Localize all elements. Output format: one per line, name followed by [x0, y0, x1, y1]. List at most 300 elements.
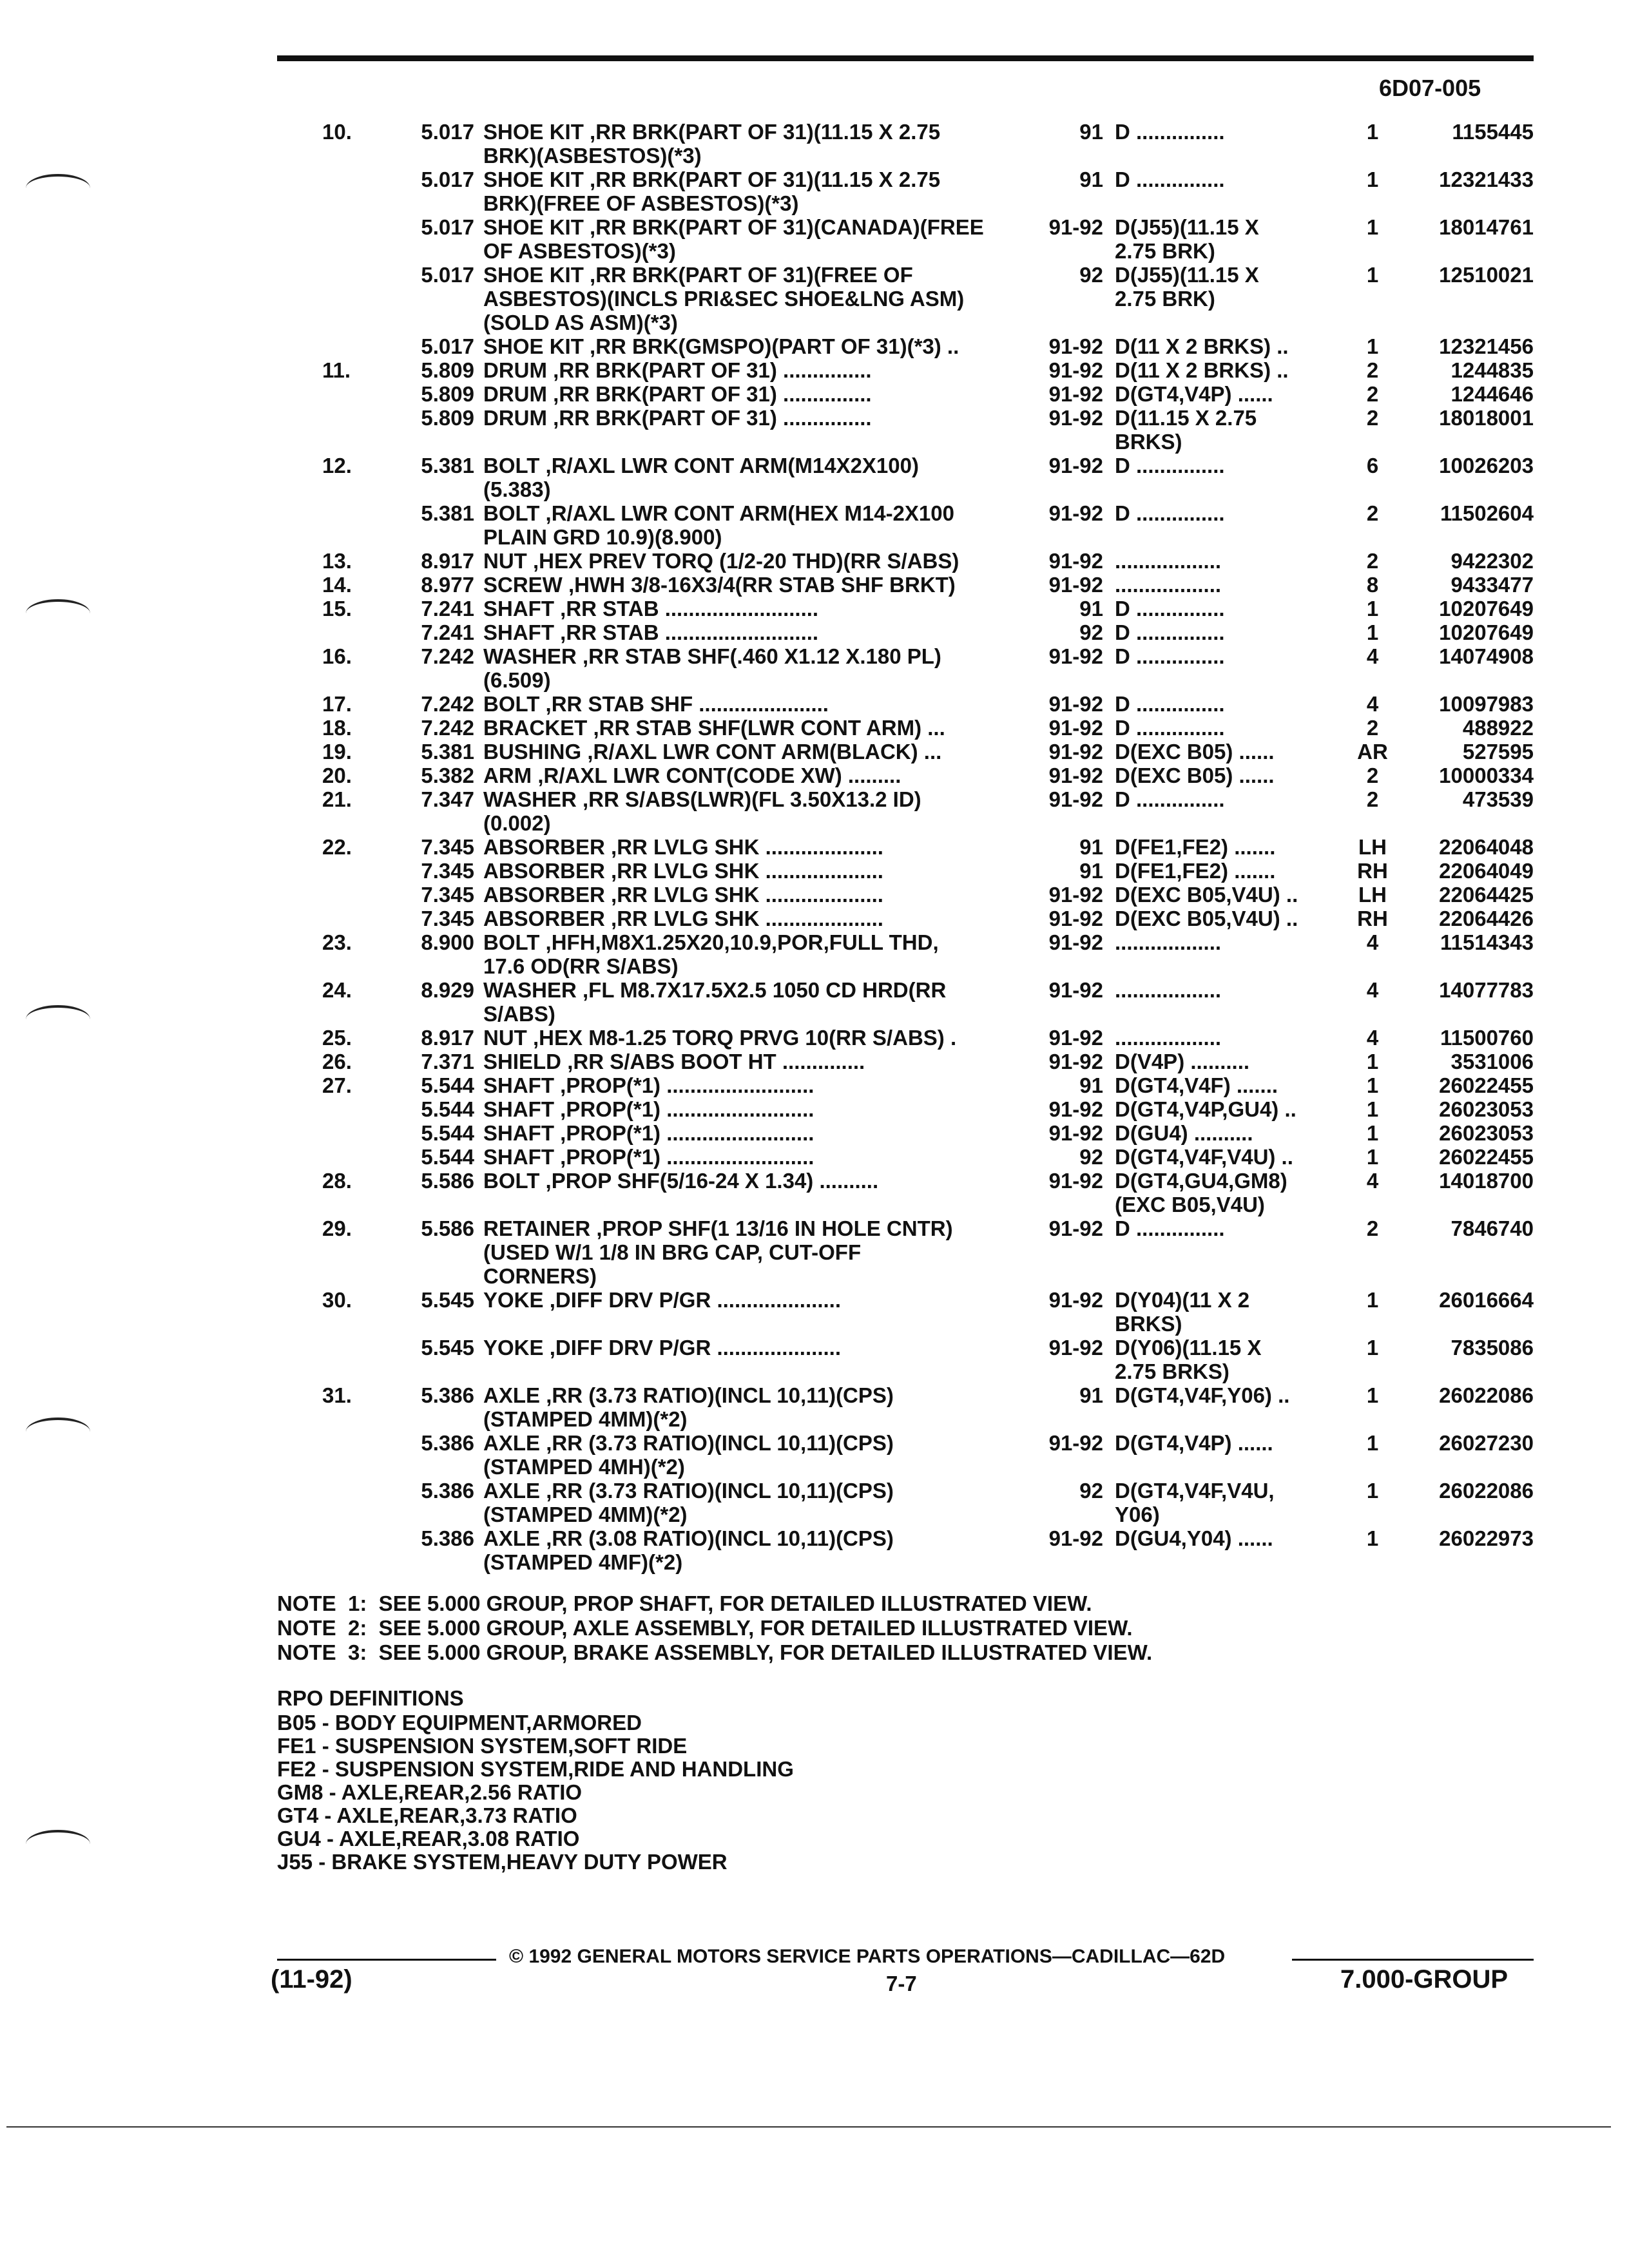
- quantity: 1: [1366, 1383, 1379, 1407]
- usage-code: [1115, 454, 1353, 477]
- description-text: ,RR (3.73 RATIO)(INCL 10,11)(CPS): [546, 1479, 894, 1503]
- part-number: 26022086: [1439, 1383, 1534, 1407]
- description-continuation: 17.6 OD(RR S/ABS): [483, 954, 679, 978]
- rpo-item: GU4 - AXLE,REAR,3.08 RATIO: [277, 1827, 580, 1850]
- description-line: [483, 1121, 1018, 1145]
- description-line: [483, 1026, 1018, 1050]
- usage-code: [1115, 1479, 1353, 1526]
- group-number: 5.382: [421, 764, 474, 787]
- quantity: RH: [1357, 859, 1388, 883]
- usage-line: ..................: [1115, 549, 1222, 573]
- model-year: 91: [1079, 597, 1103, 620]
- description-text: ,RR LVLG SHK ....................: [611, 835, 883, 859]
- model-year: 91-92: [1048, 358, 1103, 382]
- group-number: 7.347: [421, 787, 474, 811]
- item-number: 11.: [322, 358, 351, 382]
- part-number: 1244835: [1451, 358, 1534, 382]
- item-number: 24.: [322, 978, 352, 1002]
- part-description: [483, 1336, 1018, 1360]
- part-number: 527595: [1462, 740, 1534, 764]
- description-line: [483, 1288, 1018, 1312]
- part-row: [277, 883, 1534, 907]
- rpo-heading: RPO DEFINITIONS: [277, 1686, 464, 1710]
- part-description: [483, 716, 1018, 740]
- usage-code: [1115, 549, 1353, 573]
- usage-code: [1115, 764, 1353, 787]
- model-year: 91: [1079, 859, 1103, 883]
- part-number: 18018001: [1439, 406, 1534, 430]
- model-year: 91: [1079, 835, 1103, 859]
- description-line: [483, 692, 1018, 716]
- part-number: 22064049: [1439, 859, 1534, 883]
- item-number: 19.: [322, 740, 352, 764]
- description-text: ,RR BRK(PART OF 31) ...............: [553, 358, 872, 382]
- document-code: 6D07-005: [1379, 75, 1481, 101]
- part-description: [483, 644, 1018, 692]
- description-text: ,DIFF DRV P/GR .....................: [549, 1336, 841, 1360]
- model-year: 91-92: [1048, 883, 1103, 907]
- part-row: [277, 835, 1534, 859]
- usage-code: [1115, 1431, 1353, 1455]
- part-keyword: SHOE KIT: [483, 120, 584, 144]
- description-text: ,HEX PREV TORQ (1/2-20 THD)(RR S/ABS): [533, 549, 959, 573]
- item-number: 31.: [322, 1383, 352, 1407]
- item-number: 25.: [322, 1026, 352, 1050]
- usage-line: D(EXC B05,V4U) ..: [1115, 883, 1298, 907]
- quantity: 1: [1366, 168, 1379, 191]
- usage-line: D(GT4,V4P) ......: [1115, 1431, 1273, 1455]
- usage-line: D(FE1,FE2) .......: [1115, 835, 1276, 859]
- part-number: 26022973: [1439, 1526, 1534, 1550]
- part-description: [483, 1097, 1018, 1121]
- description-line: [483, 1336, 1018, 1360]
- part-keyword: SHAFT: [483, 1121, 554, 1145]
- model-year: 91-92: [1048, 978, 1103, 1002]
- quantity: RH: [1357, 907, 1388, 930]
- usage-code: [1115, 787, 1353, 811]
- description-text: ,PROP(*1) .........................: [560, 1121, 815, 1145]
- part-number: 9422302: [1451, 549, 1534, 573]
- quantity: 6: [1366, 454, 1379, 477]
- group-number: 7.241: [421, 597, 474, 620]
- usage-line: D(EXC B05) ......: [1115, 764, 1275, 787]
- description-text: ,RR LVLG SHK ....................: [611, 883, 883, 907]
- part-number: 26016664: [1439, 1288, 1534, 1312]
- quantity: 1: [1366, 1479, 1379, 1503]
- part-row: [277, 168, 1534, 215]
- usage-line: D ...............: [1115, 692, 1225, 716]
- part-description: [483, 263, 1018, 334]
- model-year: 91-92: [1048, 930, 1103, 954]
- description-line: [483, 930, 1018, 954]
- part-description: [483, 1288, 1018, 1312]
- description-text: ,RR (3.73 RATIO)(INCL 10,11)(CPS): [546, 1383, 894, 1407]
- part-number: 488922: [1462, 716, 1534, 740]
- part-row: [277, 930, 1534, 978]
- part-keyword: AXLE: [483, 1526, 541, 1550]
- usage-line: D(Y04)(11 X 2: [1115, 1288, 1250, 1312]
- part-keyword: WASHER: [483, 978, 577, 1002]
- model-year: 91-92: [1048, 1169, 1103, 1193]
- group-number: 5.386: [421, 1479, 474, 1503]
- part-row: [277, 406, 1534, 454]
- description-text: ,RR (3.08 RATIO)(INCL 10,11)(CPS): [546, 1526, 894, 1550]
- part-description: [483, 1431, 1018, 1479]
- part-number: 26023053: [1439, 1121, 1534, 1145]
- part-row: [277, 787, 1534, 835]
- model-year: 91-92: [1048, 1526, 1103, 1550]
- usage-code: [1115, 501, 1353, 525]
- part-number: 14074908: [1439, 644, 1534, 668]
- part-number: 10097983: [1439, 692, 1534, 716]
- usage-code: [1115, 620, 1353, 644]
- part-row: [277, 740, 1534, 764]
- usage-line: D ...............: [1115, 120, 1225, 144]
- part-number: 1155445: [1452, 120, 1534, 144]
- part-description: [483, 1145, 1018, 1169]
- parts-list: [277, 120, 1534, 1574]
- group-number: 5.809: [421, 382, 474, 406]
- description-continuation: (USED W/1 1/8 IN BRG CAP, CUT-OFF: [483, 1240, 862, 1264]
- description-text: ,RR LVLG SHK ....................: [611, 907, 883, 930]
- usage-line: D(GT4,V4F,V4U) ..: [1115, 1145, 1293, 1169]
- quantity: LH: [1358, 835, 1387, 859]
- part-row: [277, 644, 1534, 692]
- part-keyword: YOKE: [483, 1288, 544, 1312]
- binder-mark: [26, 599, 90, 628]
- usage-line: D ...............: [1115, 597, 1225, 620]
- part-row: [277, 1026, 1534, 1050]
- description-line: [483, 454, 1018, 477]
- description-continuation: S/ABS): [483, 1002, 555, 1026]
- rpo-item: FE2 - SUSPENSION SYSTEM,RIDE AND HANDLING: [277, 1757, 794, 1781]
- description-text: ,RR STAB ..........................: [560, 597, 819, 620]
- usage-line: D(J55)(11.15 X: [1115, 215, 1259, 239]
- quantity: 1: [1366, 1526, 1379, 1550]
- description-line: [483, 1145, 1018, 1169]
- part-description: [483, 1383, 1018, 1431]
- description-line: [483, 263, 1018, 287]
- model-year: 91-92: [1048, 692, 1103, 716]
- rpo-definitions: [277, 1687, 1534, 1874]
- description-continuation: OF ASBESTOS)(*3): [483, 239, 676, 263]
- item-number: 18.: [322, 716, 352, 740]
- group-number: 7.345: [421, 907, 474, 930]
- usage-continuation: 2.75 BRK): [1115, 287, 1215, 311]
- quantity: 2: [1366, 382, 1379, 406]
- description-text: ,RR S/ABS(LWR)(FL 3.50X13.2 ID): [583, 787, 921, 811]
- model-year: 91-92: [1048, 1097, 1103, 1121]
- quantity: 1: [1366, 120, 1379, 144]
- rpo-item: B05 - BODY EQUIPMENT,ARMORED: [277, 1711, 642, 1735]
- model-year: 91-92: [1048, 1216, 1103, 1240]
- part-number: 3531006: [1451, 1050, 1534, 1073]
- part-description: [483, 334, 1018, 358]
- usage-code: [1115, 573, 1353, 597]
- model-year: 91: [1079, 120, 1103, 144]
- part-keyword: WASHER: [483, 787, 577, 811]
- description-continuation: (STAMPED 4MF)(*2): [483, 1550, 683, 1574]
- description-line: [483, 358, 1018, 382]
- description-text: ,RR BRK(PART OF 31) ...............: [553, 382, 872, 406]
- part-number: 18014761: [1439, 215, 1534, 239]
- usage-code: [1115, 358, 1353, 382]
- description-text: ,HWH 3/8-16X3/4(RR STAB SHF BRKT): [568, 573, 956, 597]
- part-row: [277, 573, 1534, 597]
- description-continuation: BRK)(ASBESTOS)(*3): [483, 144, 702, 168]
- usage-code: [1115, 120, 1353, 144]
- part-keyword: RETAINER: [483, 1216, 591, 1240]
- part-keyword: BOLT: [483, 454, 540, 477]
- usage-line: ..................: [1115, 978, 1222, 1002]
- part-keyword: NUT: [483, 549, 527, 573]
- part-number: 22064426: [1439, 907, 1534, 930]
- binder-mark: [26, 1005, 90, 1033]
- model-year: 91-92: [1048, 1050, 1103, 1073]
- usage-code: [1115, 1526, 1353, 1550]
- description-line: [483, 1073, 1018, 1097]
- model-year: 91-92: [1048, 644, 1103, 668]
- description-line: [483, 978, 1018, 1002]
- group-number: 5.017: [421, 168, 474, 191]
- part-keyword: ABSORBER: [483, 859, 605, 883]
- part-number: 11514343: [1440, 930, 1534, 954]
- usage-line: D(GU4) ..........: [1115, 1121, 1253, 1145]
- description-text: ,PROP(*1) .........................: [560, 1097, 815, 1121]
- part-description: [483, 1121, 1018, 1145]
- model-year: 92: [1079, 263, 1103, 287]
- description-line: [483, 1479, 1018, 1503]
- model-year: 92: [1079, 620, 1103, 644]
- part-keyword: SHOE KIT: [483, 263, 584, 287]
- usage-line: D(EXC B05,V4U) ..: [1115, 907, 1298, 930]
- description-continuation: CORNERS): [483, 1264, 597, 1288]
- part-description: [483, 215, 1018, 263]
- part-number: 12321456: [1439, 334, 1534, 358]
- footer-group: 7.000-GROUP: [1340, 1965, 1509, 1994]
- usage-code: [1115, 740, 1353, 764]
- usage-code: [1115, 1097, 1353, 1121]
- description-line: [483, 120, 1018, 144]
- part-number: 10207649: [1439, 597, 1534, 620]
- quantity: 4: [1366, 978, 1379, 1002]
- rpo-item: GM8 - AXLE,REAR,2.56 RATIO: [277, 1780, 583, 1804]
- usage-line: D ...............: [1115, 644, 1225, 668]
- usage-continuation: Y06): [1115, 1503, 1160, 1526]
- part-number: 26022455: [1439, 1145, 1534, 1169]
- bottom-rule: [6, 2126, 1611, 2128]
- quantity: 1: [1366, 1121, 1379, 1145]
- quantity: 2: [1366, 406, 1379, 430]
- part-keyword: ABSORBER: [483, 883, 605, 907]
- description-line: [483, 406, 1018, 430]
- quantity: 2: [1366, 764, 1379, 787]
- model-year: 91-92: [1048, 406, 1103, 430]
- description-text: ,RR BRK(GMSPO)(PART OF 31)(*3) ..: [590, 334, 959, 358]
- part-description: [483, 1073, 1018, 1097]
- usage-line: D(EXC B05) ......: [1115, 740, 1275, 764]
- model-year: 91: [1079, 1383, 1103, 1407]
- part-row: [277, 358, 1534, 382]
- description-line: [483, 215, 1018, 239]
- description-line: [483, 1216, 1018, 1240]
- group-number: 5.017: [421, 334, 474, 358]
- note-line: NOTE 3: SEE 5.000 GROUP, BRAKE ASSEMBLY, FOR DETAILED ILLUSTRATED VIEW.: [277, 1640, 1153, 1664]
- group-number: 5.386: [421, 1383, 474, 1407]
- part-row: [277, 334, 1534, 358]
- part-row: [277, 263, 1534, 334]
- part-keyword: BUSHING: [483, 740, 582, 764]
- part-row: [277, 1050, 1534, 1073]
- model-year: 91-92: [1048, 1336, 1103, 1360]
- description-line: [483, 835, 1018, 859]
- description-continuation: BRK)(FREE OF ASBESTOS)(*3): [483, 191, 799, 215]
- usage-code: [1115, 1050, 1353, 1073]
- model-year: 91-92: [1048, 501, 1103, 525]
- description-line: [483, 883, 1018, 907]
- description-text: ,RR LVLG SHK ....................: [611, 859, 883, 883]
- group-number: 5.544: [421, 1145, 474, 1169]
- usage-code: [1115, 644, 1353, 668]
- model-year: 91: [1079, 168, 1103, 191]
- quantity: 2: [1366, 716, 1379, 740]
- part-row: [277, 1479, 1534, 1526]
- description-text: ,PROP(*1) .........................: [560, 1073, 815, 1097]
- part-description: [483, 406, 1018, 430]
- description-text: ,R/AXL LWR CONT(CODE XW) .........: [537, 764, 901, 787]
- item-number: 14.: [322, 573, 352, 597]
- group-number: 5.017: [421, 215, 474, 239]
- part-keyword: ABSORBER: [483, 907, 605, 930]
- part-keyword: ARM: [483, 764, 532, 787]
- part-row: [277, 620, 1534, 644]
- usage-line: D(GT4,GU4,GM8): [1115, 1169, 1287, 1193]
- model-year: 91: [1079, 1073, 1103, 1097]
- part-number: 12510021: [1439, 263, 1534, 287]
- description-line: [483, 764, 1018, 787]
- model-year: 91-92: [1048, 1026, 1103, 1050]
- usage-line: D(11 X 2 BRKS) ..: [1115, 334, 1289, 358]
- group-number: 5.586: [421, 1169, 474, 1193]
- part-row: [277, 1383, 1534, 1431]
- item-number: 16.: [322, 644, 352, 668]
- part-row: [277, 1169, 1534, 1216]
- usage-line: D(GT4,V4F,Y06) ..: [1115, 1383, 1290, 1407]
- part-description: [483, 787, 1018, 835]
- group-number: 5.381: [421, 740, 474, 764]
- note-line: NOTE 2: SEE 5.000 GROUP, AXLE ASSEMBLY, FOR DETAILED ILLUSTRATED VIEW.: [277, 1616, 1133, 1640]
- group-number: 5.586: [421, 1216, 474, 1240]
- model-year: 91-92: [1048, 1121, 1103, 1145]
- group-number: 8.929: [421, 978, 474, 1002]
- part-keyword: BRACKET: [483, 716, 588, 740]
- usage-continuation: 2.75 BRKS): [1115, 1360, 1229, 1383]
- usage-code: [1115, 1288, 1353, 1336]
- part-row: [277, 1073, 1534, 1097]
- description-line: [483, 168, 1018, 191]
- usage-code: [1115, 1026, 1353, 1050]
- quantity: LH: [1358, 883, 1387, 907]
- part-number: 9433477: [1451, 573, 1534, 597]
- part-row: [277, 1145, 1534, 1169]
- description-line: [483, 787, 1018, 811]
- usage-code: [1115, 1383, 1353, 1407]
- description-text: ,FL M8.7X17.5X2.5 1050 CD HRD(RR: [583, 978, 947, 1002]
- group-number: 7.242: [421, 692, 474, 716]
- usage-line: D(GT4,V4P) ......: [1115, 382, 1273, 406]
- quantity: 4: [1366, 930, 1379, 954]
- quantity: 2: [1366, 787, 1379, 811]
- part-number: 14077783: [1439, 978, 1534, 1002]
- part-number: 22064048: [1439, 835, 1534, 859]
- description-line: [483, 382, 1018, 406]
- description-text: ,R/AXL LWR CONT ARM(BLACK) ...: [587, 740, 942, 764]
- description-line: [483, 549, 1018, 573]
- part-description: [483, 1050, 1018, 1073]
- usage-line: D(Y06)(11.15 X: [1115, 1336, 1262, 1360]
- part-description: [483, 168, 1018, 215]
- usage-line: D ...............: [1115, 787, 1225, 811]
- part-row: [277, 501, 1534, 549]
- part-row: [277, 716, 1534, 740]
- group-number: 7.345: [421, 859, 474, 883]
- description-continuation: PLAIN GRD 10.9)(8.900): [483, 525, 722, 549]
- part-row: [277, 764, 1534, 787]
- usage-line: ..................: [1115, 930, 1222, 954]
- item-number: 28.: [322, 1169, 352, 1193]
- part-description: [483, 692, 1018, 716]
- usage-line: D(V4P) ..........: [1115, 1050, 1250, 1073]
- part-row: [277, 978, 1534, 1026]
- group-number: 5.544: [421, 1073, 474, 1097]
- part-keyword: SHOE KIT: [483, 215, 584, 239]
- item-number: 26.: [322, 1050, 352, 1073]
- part-row: [277, 597, 1534, 620]
- usage-continuation: BRKS): [1115, 430, 1182, 454]
- part-keyword: BOLT: [483, 692, 540, 716]
- group-number: 5.809: [421, 358, 474, 382]
- model-year: 91-92: [1048, 716, 1103, 740]
- usage-code: [1115, 168, 1353, 191]
- description-line: [483, 620, 1018, 644]
- description-line: [483, 334, 1018, 358]
- part-description: [483, 930, 1018, 978]
- rpo-list: [277, 1711, 1534, 1874]
- description-text: ,RR S/ABS BOOT HT ..............: [567, 1050, 865, 1073]
- item-number: 10.: [322, 120, 352, 144]
- description-text: ,RR BRK(PART OF 31)(11.15 X 2.75: [590, 120, 941, 144]
- description-line: [483, 1097, 1018, 1121]
- group-number: 5.545: [421, 1336, 474, 1360]
- usage-line: D ...............: [1115, 1216, 1225, 1240]
- quantity: 1: [1366, 1431, 1379, 1455]
- item-number: 22.: [322, 835, 352, 859]
- part-keyword: NUT: [483, 1026, 527, 1050]
- quantity: 4: [1366, 1026, 1379, 1050]
- part-number: 473539: [1462, 787, 1534, 811]
- part-keyword: SHIELD: [483, 1050, 562, 1073]
- description-text: ,RR STAB ..........................: [560, 620, 819, 644]
- group-number: 8.917: [421, 549, 474, 573]
- part-description: [483, 978, 1018, 1026]
- description-line: [483, 573, 1018, 597]
- part-keyword: BOLT: [483, 501, 540, 525]
- quantity: 1: [1366, 334, 1379, 358]
- model-year: 91-92: [1048, 334, 1103, 358]
- footer-rule-right: [1292, 1959, 1534, 1961]
- rpo-item: FE1 - SUSPENSION SYSTEM,SOFT RIDE: [277, 1734, 688, 1758]
- usage-code: [1115, 334, 1353, 358]
